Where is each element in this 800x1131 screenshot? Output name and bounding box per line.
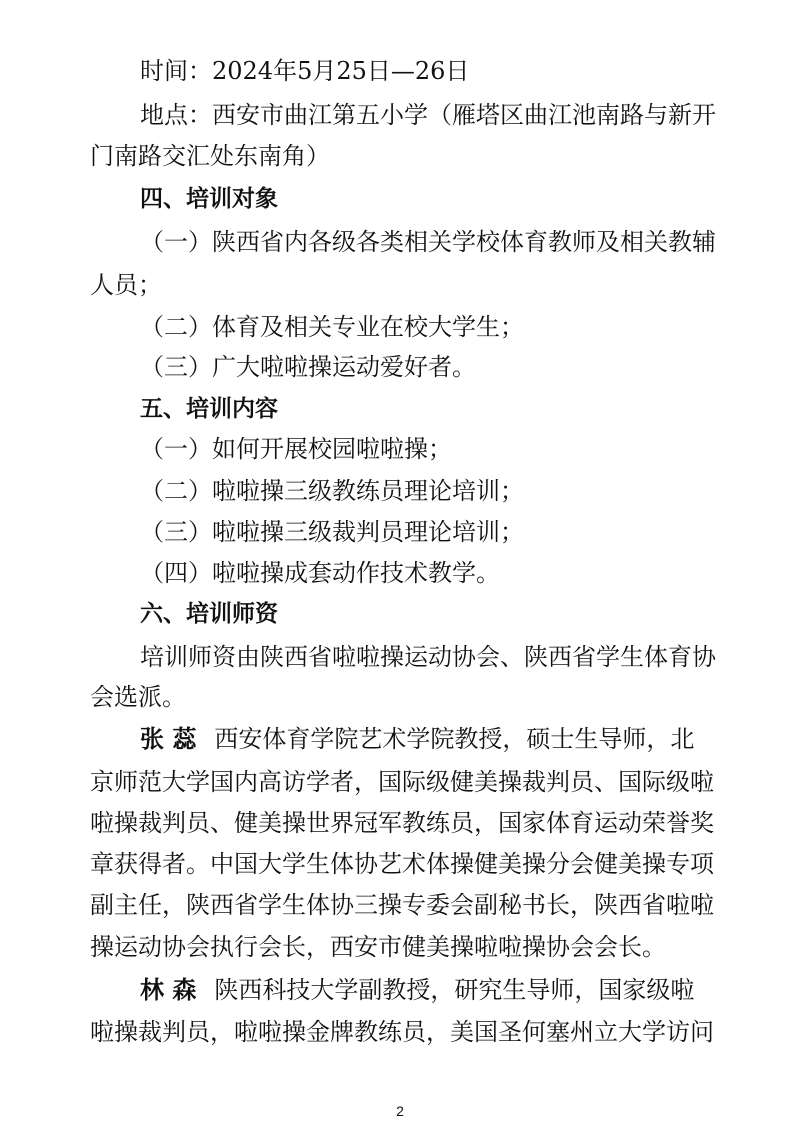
person-2-name: 林 森	[140, 976, 197, 1004]
person-1-name: 张 蕊	[140, 725, 197, 753]
person-1-line-5: 副主任，陕西省学生体协三操专委会副秘书长，陕西省啦啦	[90, 891, 714, 919]
person-1-line-4: 章获得者。中国大学生体协艺术体操健美操分会健美操专项	[90, 850, 714, 878]
section-5-heading: 五、培训内容	[140, 396, 278, 422]
location-line-1: 地点：西安市曲江第五小学（雁塔区曲江池南路与新开	[140, 101, 716, 129]
section-4-item-3: （三）广大啦啦操运动爱好者。	[140, 353, 476, 381]
section-4-item-1-line-2: 人员；	[90, 271, 162, 299]
person-2-line-2: 啦操裁判员，啦啦操金牌教练员，美国圣何塞州立大学访问	[90, 1018, 714, 1046]
person-1-line-2: 京师范大学国内高访学者，国际级健美操裁判员、国际级啦	[90, 768, 714, 796]
person-2-line-1	[140, 975, 730, 1005]
section-6-intro-line-1: 培训师资由陕西省啦啦操运动协会、陕西省学生体育协	[140, 643, 716, 671]
section-5-item-3: （三）啦啦操三级裁判员理论培训；	[140, 518, 524, 546]
person-1-line-1	[140, 724, 730, 754]
section-6-intro-line-2: 会选派。	[90, 683, 186, 711]
section-4-heading: 四、培训对象	[140, 186, 278, 212]
location-line-2: 门南路交汇处东南角）	[90, 142, 330, 170]
person-1-text-1: 西安体育学院艺术学院教授，硕士生导师，北	[214, 725, 695, 753]
time-line: 时间：2024年5月25日—26日	[140, 57, 470, 85]
section-5-item-4: （四）啦啦操成套动作技术教学。	[140, 559, 500, 587]
person-1-line-3: 啦操裁判员、健美操世界冠军教练员，国家体育运动荣誉奖	[90, 809, 714, 837]
section-5-item-1: （一）如何开展校园啦啦操；	[140, 435, 452, 463]
person-1-line-6: 操运动协会执行会长，西安市健美操啦啦操协会会长。	[90, 933, 666, 961]
section-5-item-2: （二）啦啦操三级教练员理论培训；	[140, 477, 524, 505]
section-6-heading: 六、培训师资	[140, 601, 278, 627]
section-4-item-2: （二）体育及相关专业在校大学生；	[140, 313, 524, 341]
person-2-text-1: 陕西科技大学副教授，研究生导师，国家级啦	[214, 976, 695, 1004]
section-4-item-1-line-1: （一）陕西省内各级各类相关学校体育教师及相关教辅	[140, 228, 716, 256]
page-number: 2	[396, 1103, 404, 1119]
